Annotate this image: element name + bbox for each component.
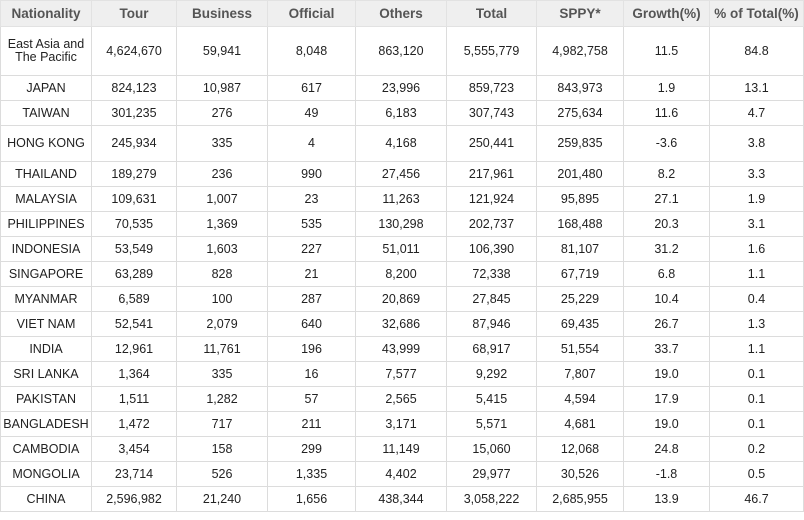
cell-others: 43,999 — [356, 337, 447, 362]
cell-total: 15,060 — [447, 437, 537, 462]
cell-tour: 301,235 — [92, 101, 177, 126]
cell-nationality: HONG KONG — [1, 126, 92, 162]
cell-percent-of-total: 1.6 — [710, 237, 804, 262]
table-row — [1, 387, 804, 412]
cell-growth: 19.0 — [624, 412, 710, 437]
table-row — [1, 101, 804, 126]
cell-total: 29,977 — [447, 462, 537, 487]
cell-official: 4 — [268, 126, 356, 162]
cell-others: 20,869 — [356, 287, 447, 312]
cell-sppy: 81,107 — [537, 237, 624, 262]
cell-sppy: 843,973 — [537, 76, 624, 101]
cell-business: 1,369 — [177, 212, 268, 237]
table-row — [1, 287, 804, 312]
table-row — [1, 262, 804, 287]
table-row — [1, 487, 804, 512]
cell-tour: 23,714 — [92, 462, 177, 487]
cell-tour: 4,624,670 — [92, 27, 177, 76]
cell-growth: 31.2 — [624, 237, 710, 262]
cell-nationality: MYANMAR — [1, 287, 92, 312]
cell-others: 51,011 — [356, 237, 447, 262]
cell-others: 4,168 — [356, 126, 447, 162]
cell-total: 121,924 — [447, 187, 537, 212]
cell-tour: 1,511 — [92, 387, 177, 412]
cell-nationality: INDONESIA — [1, 237, 92, 262]
cell-tour: 189,279 — [92, 162, 177, 187]
cell-official: 16 — [268, 362, 356, 387]
cell-total: 202,737 — [447, 212, 537, 237]
cell-total: 307,743 — [447, 101, 537, 126]
cell-percent-of-total: 0.4 — [710, 287, 804, 312]
cell-total: 68,917 — [447, 337, 537, 362]
cell-official: 535 — [268, 212, 356, 237]
cell-total: 106,390 — [447, 237, 537, 262]
cell-official: 57 — [268, 387, 356, 412]
cell-percent-of-total: 13.1 — [710, 76, 804, 101]
header-official: Official — [268, 1, 356, 27]
cell-percent-of-total: 0.5 — [710, 462, 804, 487]
cell-total: 859,723 — [447, 76, 537, 101]
cell-sppy: 4,982,758 — [537, 27, 624, 76]
cell-nationality: TAIWAN — [1, 101, 92, 126]
cell-nationality: MONGOLIA — [1, 462, 92, 487]
cell-nationality: VIET NAM — [1, 312, 92, 337]
cell-growth: 17.9 — [624, 387, 710, 412]
cell-official: 1,335 — [268, 462, 356, 487]
cell-nationality: MALAYSIA — [1, 187, 92, 212]
cell-others: 7,577 — [356, 362, 447, 387]
table-row — [1, 187, 804, 212]
cell-growth: 10.4 — [624, 287, 710, 312]
header-business: Business — [177, 1, 268, 27]
cell-business: 526 — [177, 462, 268, 487]
cell-others: 8,200 — [356, 262, 447, 287]
header-row — [1, 1, 804, 27]
table-row — [1, 76, 804, 101]
cell-business: 2,079 — [177, 312, 268, 337]
cell-official: 23 — [268, 187, 356, 212]
cell-growth: 11.6 — [624, 101, 710, 126]
cell-percent-of-total: 0.1 — [710, 362, 804, 387]
cell-others: 11,263 — [356, 187, 447, 212]
cell-percent-of-total: 3.3 — [710, 162, 804, 187]
cell-nationality: East Asia and The Pacific — [1, 27, 92, 76]
table-row — [1, 126, 804, 162]
cell-percent-of-total: 0.2 — [710, 437, 804, 462]
cell-tour: 3,454 — [92, 437, 177, 462]
cell-growth: 8.2 — [624, 162, 710, 187]
cell-others: 130,298 — [356, 212, 447, 237]
cell-others: 3,171 — [356, 412, 447, 437]
cell-nationality: INDIA — [1, 337, 92, 362]
header-percent-of-total: % of Total(%) — [710, 1, 804, 27]
cell-official: 617 — [268, 76, 356, 101]
cell-growth: 19.0 — [624, 362, 710, 387]
cell-percent-of-total: 84.8 — [710, 27, 804, 76]
cell-total: 250,441 — [447, 126, 537, 162]
cell-official: 1,656 — [268, 487, 356, 512]
header-tour: Tour — [92, 1, 177, 27]
cell-others: 23,996 — [356, 76, 447, 101]
cell-sppy: 51,554 — [537, 337, 624, 362]
cell-total: 9,292 — [447, 362, 537, 387]
cell-tour: 1,472 — [92, 412, 177, 437]
cell-official: 8,048 — [268, 27, 356, 76]
table-row — [1, 412, 804, 437]
cell-business: 828 — [177, 262, 268, 287]
cell-percent-of-total: 0.1 — [710, 387, 804, 412]
cell-tour: 12,961 — [92, 337, 177, 362]
cell-official: 640 — [268, 312, 356, 337]
cell-tour: 245,934 — [92, 126, 177, 162]
cell-others: 27,456 — [356, 162, 447, 187]
cell-sppy: 69,435 — [537, 312, 624, 337]
cell-sppy: 67,719 — [537, 262, 624, 287]
cell-business: 158 — [177, 437, 268, 462]
cell-business: 1,282 — [177, 387, 268, 412]
cell-others: 2,565 — [356, 387, 447, 412]
cell-sppy: 201,480 — [537, 162, 624, 187]
cell-official: 287 — [268, 287, 356, 312]
cell-others: 863,120 — [356, 27, 447, 76]
cell-business: 21,240 — [177, 487, 268, 512]
cell-percent-of-total: 3.1 — [710, 212, 804, 237]
cell-sppy: 12,068 — [537, 437, 624, 462]
cell-nationality: PHILIPPINES — [1, 212, 92, 237]
cell-growth: 20.3 — [624, 212, 710, 237]
cell-growth: 33.7 — [624, 337, 710, 362]
table-row — [1, 437, 804, 462]
cell-nationality: SINGAPORE — [1, 262, 92, 287]
cell-sppy: 168,488 — [537, 212, 624, 237]
cell-tour: 2,596,982 — [92, 487, 177, 512]
cell-nationality: BANGLADESH — [1, 412, 92, 437]
cell-growth: 6.8 — [624, 262, 710, 287]
table-row — [1, 312, 804, 337]
cell-nationality: THAILAND — [1, 162, 92, 187]
cell-growth: 27.1 — [624, 187, 710, 212]
cell-percent-of-total: 1.1 — [710, 337, 804, 362]
table-row — [1, 212, 804, 237]
cell-others: 32,686 — [356, 312, 447, 337]
cell-business: 100 — [177, 287, 268, 312]
cell-sppy: 4,594 — [537, 387, 624, 412]
cell-total: 5,555,779 — [447, 27, 537, 76]
cell-official: 227 — [268, 237, 356, 262]
header-sppy: SPPY* — [537, 1, 624, 27]
cell-percent-of-total: 0.1 — [710, 412, 804, 437]
cell-business: 236 — [177, 162, 268, 187]
cell-total: 217,961 — [447, 162, 537, 187]
table-row — [1, 162, 804, 187]
cell-percent-of-total: 4.7 — [710, 101, 804, 126]
cell-nationality: JAPAN — [1, 76, 92, 101]
cell-business: 1,603 — [177, 237, 268, 262]
cell-growth: 26.7 — [624, 312, 710, 337]
cell-total: 5,415 — [447, 387, 537, 412]
cell-others: 438,344 — [356, 487, 447, 512]
cell-official: 21 — [268, 262, 356, 287]
cell-percent-of-total: 1.1 — [710, 262, 804, 287]
cell-business: 717 — [177, 412, 268, 437]
cell-nationality: SRI LANKA — [1, 362, 92, 387]
table-row — [1, 362, 804, 387]
cell-sppy: 30,526 — [537, 462, 624, 487]
cell-sppy: 2,685,955 — [537, 487, 624, 512]
cell-percent-of-total: 1.3 — [710, 312, 804, 337]
cell-business: 11,761 — [177, 337, 268, 362]
header-others: Others — [356, 1, 447, 27]
cell-nationality: PAKISTAN — [1, 387, 92, 412]
cell-percent-of-total: 3.8 — [710, 126, 804, 162]
cell-tour: 1,364 — [92, 362, 177, 387]
cell-sppy: 275,634 — [537, 101, 624, 126]
cell-others: 4,402 — [356, 462, 447, 487]
cell-others: 11,149 — [356, 437, 447, 462]
cell-official: 196 — [268, 337, 356, 362]
cell-growth: -1.8 — [624, 462, 710, 487]
cell-official: 299 — [268, 437, 356, 462]
table-row — [1, 337, 804, 362]
cell-total: 27,845 — [447, 287, 537, 312]
cell-business: 276 — [177, 101, 268, 126]
cell-tour: 63,289 — [92, 262, 177, 287]
cell-official: 211 — [268, 412, 356, 437]
cell-total: 5,571 — [447, 412, 537, 437]
cell-growth: -3.6 — [624, 126, 710, 162]
table-header — [1, 1, 804, 27]
cell-total: 72,338 — [447, 262, 537, 287]
cell-official: 990 — [268, 162, 356, 187]
cell-growth: 11.5 — [624, 27, 710, 76]
cell-nationality: CHINA — [1, 487, 92, 512]
table-row — [1, 27, 804, 76]
cell-total: 3,058,222 — [447, 487, 537, 512]
cell-nationality: CAMBODIA — [1, 437, 92, 462]
cell-sppy: 7,807 — [537, 362, 624, 387]
cell-official: 49 — [268, 101, 356, 126]
table-row — [1, 237, 804, 262]
cell-tour: 6,589 — [92, 287, 177, 312]
cell-sppy: 259,835 — [537, 126, 624, 162]
cell-business: 1,007 — [177, 187, 268, 212]
cell-growth: 24.8 — [624, 437, 710, 462]
cell-business: 10,987 — [177, 76, 268, 101]
cell-total: 87,946 — [447, 312, 537, 337]
cell-percent-of-total: 1.9 — [710, 187, 804, 212]
cell-sppy: 4,681 — [537, 412, 624, 437]
header-growth: Growth(%) — [624, 1, 710, 27]
cell-tour: 109,631 — [92, 187, 177, 212]
cell-percent-of-total: 46.7 — [710, 487, 804, 512]
cell-tour: 52,541 — [92, 312, 177, 337]
cell-business: 59,941 — [177, 27, 268, 76]
cell-business: 335 — [177, 126, 268, 162]
cell-business: 335 — [177, 362, 268, 387]
cell-tour: 70,535 — [92, 212, 177, 237]
header-total: Total — [447, 1, 537, 27]
cell-sppy: 25,229 — [537, 287, 624, 312]
cell-growth: 1.9 — [624, 76, 710, 101]
table-body — [1, 27, 804, 512]
table-row — [1, 462, 804, 487]
cell-growth: 13.9 — [624, 487, 710, 512]
cell-sppy: 95,895 — [537, 187, 624, 212]
cell-tour: 824,123 — [92, 76, 177, 101]
cell-others: 6,183 — [356, 101, 447, 126]
cell-tour: 53,549 — [92, 237, 177, 262]
header-nationality: Nationality — [1, 1, 92, 27]
